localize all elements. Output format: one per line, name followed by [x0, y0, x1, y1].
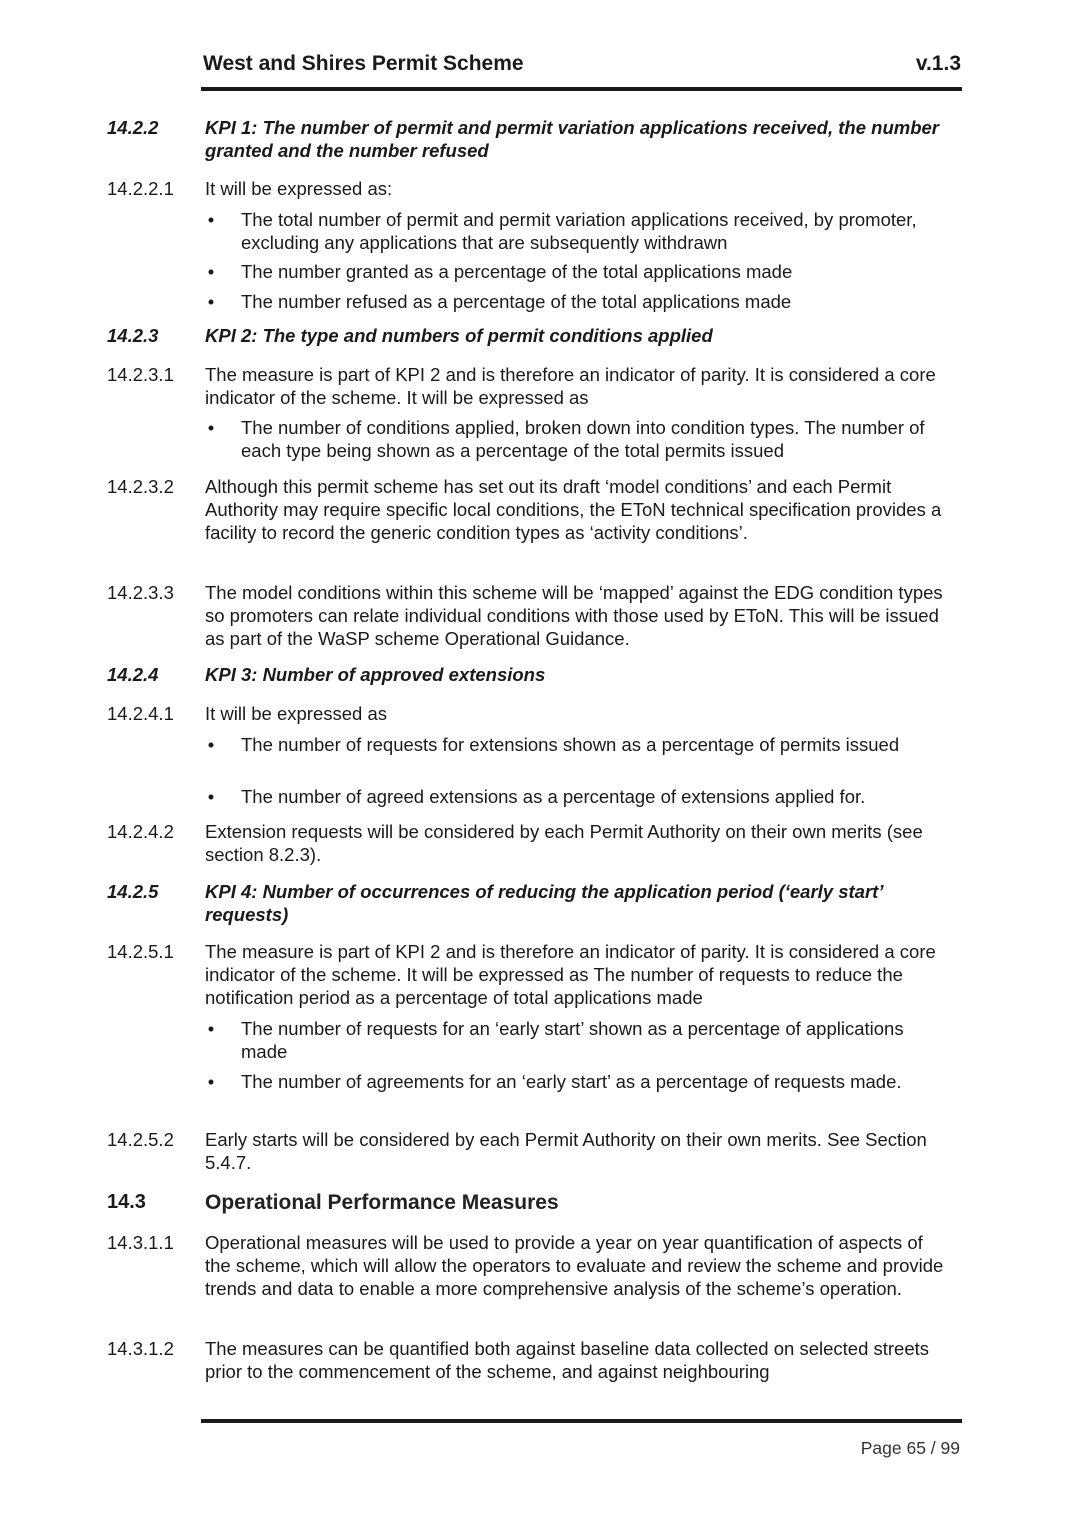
page-number: Page 65 / 99: [860, 1438, 960, 1458]
bullet-icon: •: [207, 1071, 215, 1092]
section-title: KPI 1: The number of permit and permit variation applications received, the number granted and the number refused: [205, 117, 939, 161]
bullet-text: The total number of permit and permit variation applications received, by promoter, excluding any applications that are subsequently withdrawn: [241, 209, 917, 253]
paragraph-text: It will be expressed as: [205, 703, 388, 724]
section-number: 14.2.5: [107, 881, 159, 902]
footer-rule: [201, 1419, 962, 1423]
paragraph-number: 14.3.1.1: [107, 1232, 174, 1253]
bullet-icon: •: [207, 1018, 215, 1039]
header-rule: [201, 87, 962, 91]
bullet-icon: •: [207, 786, 215, 807]
section-number: 14.3: [107, 1191, 146, 1213]
paragraph-number: 14.2.5.2: [107, 1129, 174, 1150]
paragraph-text: The model conditions within this scheme will be ‘mapped’ against the EDG condition types so promoters can relate individual conditions with those used by EToN. This will be issued as part of the WaSP scheme Operational Guidance.: [205, 582, 943, 649]
section-number: 14.2.2: [107, 117, 159, 138]
paragraph-text: Although this permit scheme has set out its draft ‘model conditions’ and each Permit Authority may require specific local conditions, the EToN technical specification provides a facility to record the generic condition types as ‘activity conditions’.: [205, 476, 942, 543]
bullet-text: The number of agreements for an ‘early start’ as a percentage of requests made.: [241, 1071, 902, 1092]
paragraph-number: 14.2.3.3: [107, 582, 174, 603]
bullet-text: The number of requests for an ‘early start’ shown as a percentage of applications made: [241, 1018, 904, 1062]
bullet-icon: •: [207, 261, 215, 282]
bullet-text: The number of conditions applied, broken down into condition types. The number of each type being shown as a percentage of the total permits issued: [241, 417, 925, 461]
bullet-text: The number granted as a percentage of the total applications made: [241, 261, 793, 282]
page-header: [203, 52, 961, 75]
section-title: Operational Performance Measures: [205, 1191, 559, 1214]
section-title: KPI 2: The type and numbers of permit conditions applied: [205, 325, 713, 346]
paragraph-number: 14.2.3.1: [107, 364, 174, 385]
bullet-icon: •: [207, 417, 215, 438]
paragraph-number: 14.2.5.1: [107, 941, 174, 962]
paragraph-number: 14.2.2.1: [107, 178, 174, 199]
paragraph-text: It will be expressed as:: [205, 178, 393, 199]
section-number: 14.2.4: [107, 664, 159, 685]
bullet-icon: •: [207, 291, 215, 312]
document-title: West and Shires Permit Scheme: [203, 52, 524, 75]
paragraph-text: Extension requests will be considered by each Permit Authority on their own merits (see section 8.2.3).: [205, 821, 923, 865]
paragraph-number: 14.2.3.2: [107, 476, 174, 497]
document-version: v.1.3: [915, 52, 961, 75]
bullet-text: The number of agreed extensions as a percentage of extensions applied for.: [241, 786, 866, 807]
paragraph-number: 14.2.4.2: [107, 821, 174, 842]
bullet-text: The number of requests for extensions shown as a percentage of permits issued: [241, 734, 900, 755]
paragraph-text: The measure is part of KPI 2 and is therefore an indicator of parity. It is considered a core indicator of the scheme. It will be expressed as The number of requests to reduce the notification period as a percentage of total applications made: [205, 941, 936, 1008]
section-title: KPI 4: Number of occurrences of reducing the application period (‘early start’ requests): [205, 881, 883, 925]
bullet-icon: •: [207, 209, 215, 230]
section-title: KPI 3: Number of approved extensions: [205, 664, 546, 685]
paragraph-text: Early starts will be considered by each Permit Authority on their own merits. See Section 5.4.7.: [205, 1129, 927, 1173]
paragraph-number: 14.2.4.1: [107, 703, 174, 724]
bullet-text: The number refused as a percentage of the total applications made: [241, 291, 792, 312]
bullet-icon: •: [207, 734, 215, 755]
paragraph-text: Operational measures will be used to provide a year on year quantification of aspects of the scheme, which will allow the operators to evaluate and review the scheme and provide trends and data to enable a more comprehensive analysis of the scheme’s operation.: [205, 1232, 944, 1299]
paragraph-number: 14.3.1.2: [107, 1338, 174, 1359]
paragraph-text: The measure is part of KPI 2 and is therefore an indicator of parity. It is considered a core indicator of the scheme. It will be expressed as: [205, 364, 936, 408]
section-number: 14.2.3: [107, 325, 159, 346]
paragraph-text: The measures can be quantified both against baseline data collected on selected streets prior to the commencement of the scheme, and against neighbouring: [205, 1338, 930, 1382]
